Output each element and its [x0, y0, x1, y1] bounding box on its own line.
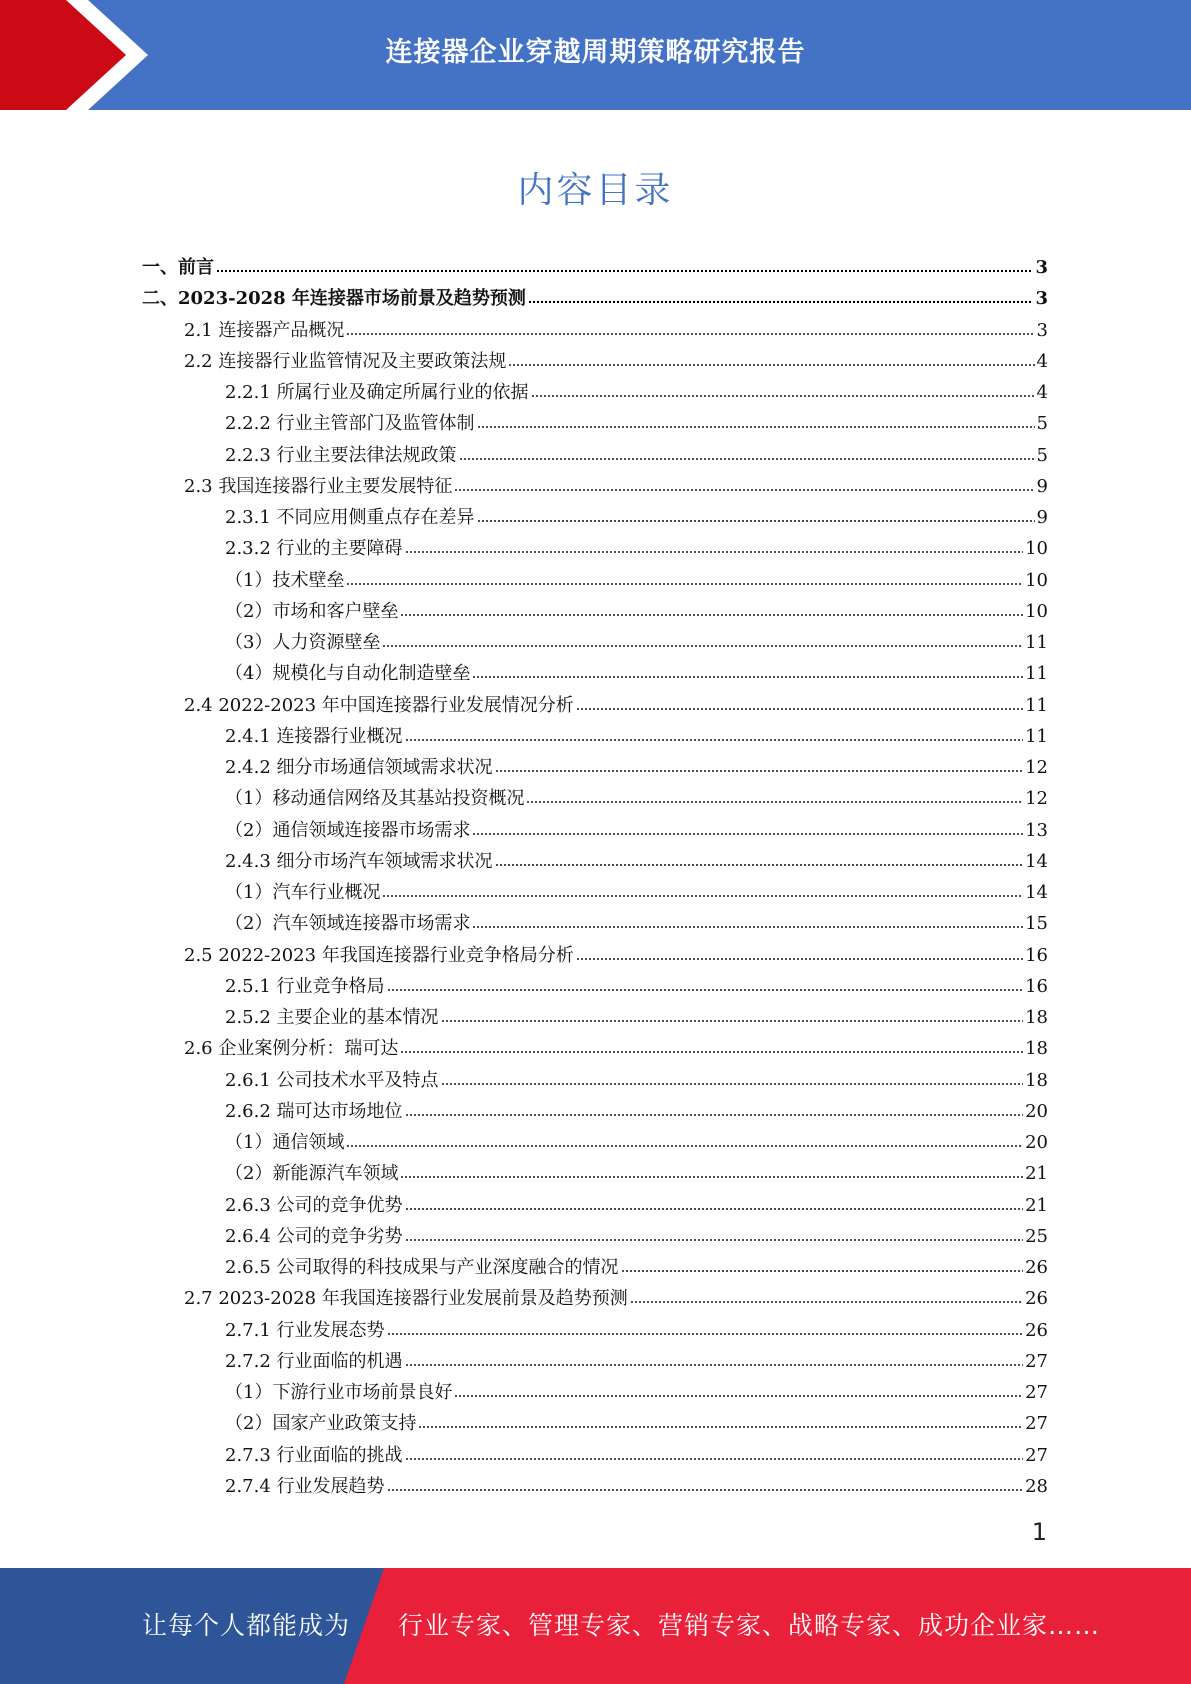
toc-entry-page: 4: [1036, 382, 1048, 403]
toc-dot-leader: [621, 1269, 1024, 1277]
toc-entry-page: 18: [1025, 1007, 1048, 1028]
toc-dot-leader: [576, 707, 1023, 715]
toc-dot-leader: [400, 1050, 1023, 1058]
toc-entry-page: 20: [1025, 1132, 1048, 1153]
page-header: [0, 0, 1191, 110]
toc-entry-label: （1）汽车行业概况: [225, 882, 381, 903]
toc-dot-leader: [528, 300, 1034, 308]
toc-entry-page: 5: [1036, 413, 1048, 435]
toc-entry-label: 二、2023-2028 年连接器市场前景及趋势预测: [142, 288, 526, 310]
toc-entry-label: （1）移动通信网络及其基站投资概况: [225, 788, 525, 810]
toc-entry[interactable]: [225, 815, 1048, 846]
toc-entry-page: 16: [1025, 944, 1048, 966]
toc-entry-label: 2.7.3 行业面临的挑战: [225, 1444, 403, 1466]
toc-entry-page: 3: [1035, 257, 1048, 278]
toc-entry[interactable]: [184, 315, 1048, 346]
toc-dot-leader: [472, 832, 1023, 840]
toc-entry-page: 4: [1036, 350, 1048, 372]
toc-entry-page: 14: [1025, 850, 1048, 872]
toc-entry[interactable]: [225, 1221, 1048, 1252]
toc-entry[interactable]: [225, 1377, 1048, 1408]
toc-entry-page: 5: [1036, 444, 1048, 466]
toc-entry-page: 11: [1025, 694, 1048, 716]
toc-entry-label: 2.4.2 细分市场通信领域需求状况: [225, 757, 493, 778]
toc-entry-label: 2.7.4 行业发展趋势: [225, 1475, 385, 1497]
toc-entry-label: 2.3 我国连接器行业主要发展特征: [184, 475, 453, 497]
page-number: 1: [1031, 1518, 1047, 1546]
toc-dot-leader: [216, 269, 1033, 277]
toc-dot-leader: [472, 675, 1023, 683]
toc-dot-leader: [405, 1207, 1024, 1215]
toc-entry-label: （4）规模化与自动化制造壁垒: [225, 663, 471, 685]
report-title: 连接器企业穿越周期策略研究报告: [385, 37, 806, 68]
toc-entry[interactable]: [225, 783, 1048, 814]
toc-dot-leader: [472, 925, 1023, 933]
toc-dot-leader: [382, 894, 1023, 902]
toc-entry[interactable]: [225, 440, 1048, 471]
toc-entry-label: （3）人力资源壁垒: [225, 632, 381, 653]
toc-dot-leader: [382, 644, 1023, 652]
toc-entry-page: 21: [1025, 1194, 1048, 1216]
toc-entry-page: 3: [1035, 288, 1048, 310]
toc-entry-page: 15: [1025, 913, 1048, 935]
toc-dot-leader: [405, 550, 1024, 558]
toc-entry-page: 3: [1036, 319, 1048, 341]
toc-entry-label: （1）技术壁垒: [225, 569, 345, 591]
toc-entry-label: 2.6.5 公司取得的科技成果与产业深度融合的情况: [225, 1257, 619, 1278]
toc-entry-label: （2）市场和客户壁垒: [225, 600, 399, 622]
toc-entry-page: 18: [1025, 1038, 1048, 1060]
toc-entry-page: 10: [1025, 600, 1048, 622]
toc-entry-label: 2.7.1 行业发展态势: [225, 1319, 385, 1341]
toc-dot-leader: [387, 988, 1024, 996]
toc-entry-page: 9: [1036, 475, 1048, 497]
toc-entry[interactable]: [225, 565, 1048, 596]
toc-entry-label: 2.4.3 细分市场汽车领域需求状况: [225, 850, 493, 872]
toc-entry-page: 9: [1036, 507, 1048, 528]
toc-entry[interactable]: [225, 502, 1048, 533]
toc-entry[interactable]: [184, 346, 1048, 377]
toc-dot-leader: [477, 519, 1035, 527]
toc-dot-leader: [459, 457, 1035, 465]
toc-entry-label: （2）新能源汽车领域: [225, 1163, 399, 1185]
toc-entry-page: 10: [1025, 538, 1048, 560]
toc-entry-label: （2）通信领域连接器市场需求: [225, 819, 471, 841]
toc-entry-page: 25: [1025, 1225, 1048, 1247]
toc-title: 内容目录: [517, 170, 674, 211]
toc-dot-leader: [454, 488, 1034, 496]
toc-entry-label: 2.3.1 不同应用侧重点存在差异: [225, 507, 475, 528]
toc-entry-label: 2.4.1 连接器行业概况: [225, 725, 403, 747]
toc-dot-leader: [400, 613, 1023, 621]
toc-entry[interactable]: [184, 1283, 1048, 1314]
toc-entry[interactable]: [225, 1158, 1048, 1189]
toc-entry-label: 2.2 连接器行业监管情况及主要政策法规: [184, 350, 507, 372]
toc-entry-page: 21: [1025, 1163, 1048, 1185]
toc-entry[interactable]: [225, 1408, 1048, 1439]
toc-dot-leader: [405, 1363, 1024, 1371]
toc-entry-page: 26: [1025, 1288, 1048, 1310]
toc-dot-leader: [630, 1300, 1023, 1308]
toc-entry-page: 16: [1025, 975, 1048, 997]
toc-entry-label: 2.2.2 行业主管部门及监管体制: [225, 413, 475, 435]
toc-entry[interactable]: [225, 627, 1048, 658]
toc-entry-page: 13: [1025, 819, 1048, 841]
toc-dot-leader: [576, 957, 1023, 965]
toc-dot-leader: [495, 769, 1024, 777]
toc-entry[interactable]: [225, 1346, 1048, 1377]
toc-dot-leader: [477, 425, 1035, 433]
toc-entry-page: 12: [1025, 757, 1048, 778]
toc-dot-leader: [495, 863, 1024, 871]
toc-entry-page: 18: [1025, 1069, 1048, 1091]
toc-entry[interactable]: [225, 721, 1048, 752]
toc-dot-leader: [418, 1425, 1023, 1433]
toc-entry-label: 2.1 连接器产品概况: [184, 319, 345, 341]
toc-entry-page: 28: [1025, 1475, 1048, 1497]
toc-entry[interactable]: [225, 658, 1048, 689]
toc-entry[interactable]: [184, 1033, 1048, 1064]
toc-dot-leader: [405, 1457, 1024, 1465]
toc-entry-label: 一、前言: [142, 257, 214, 278]
toc-entry[interactable]: [184, 940, 1048, 971]
toc-entry-label: （2）国家产业政策支持: [225, 1413, 417, 1435]
toc-entry[interactable]: [142, 283, 1048, 314]
toc-dot-leader: [454, 1394, 1023, 1402]
toc-entry-label: 2.2.1 所属行业及确定所属行业的依据: [225, 382, 529, 403]
toc-entry-label: 2.7.2 行业面临的机遇: [225, 1350, 403, 1372]
toc-entry-label: （1）通信领域: [225, 1132, 345, 1153]
toc-entry[interactable]: [225, 533, 1048, 564]
toc-entry[interactable]: [225, 1096, 1048, 1127]
toc-entry[interactable]: [225, 408, 1048, 439]
page-footer: [0, 1568, 1191, 1684]
toc-dot-leader: [531, 394, 1035, 402]
toc-entry-page: 27: [1025, 1350, 1048, 1372]
toc-dot-leader: [400, 1175, 1023, 1183]
toc-dot-leader: [405, 1238, 1024, 1246]
toc-entry[interactable]: [184, 471, 1048, 502]
toc-entry-label: 2.5.2 主要企业的基本情况: [225, 1007, 439, 1028]
toc-entry[interactable]: [225, 1315, 1048, 1346]
toc-dot-leader: [405, 1113, 1024, 1121]
toc-entry-page: 10: [1025, 569, 1048, 591]
toc-entry[interactable]: [225, 1440, 1048, 1471]
toc-entry-label: 2.6.4 公司的竞争劣势: [225, 1225, 403, 1247]
toc-entry-label: 2.6.2 瑞可达市场地位: [225, 1100, 403, 1122]
toc-entry-label: 2.6 企业案例分析：瑞可达: [184, 1038, 399, 1060]
toc-dot-leader: [387, 1332, 1024, 1340]
toc-entry[interactable]: [225, 377, 1048, 408]
footer-slogan-right: 行业专家、管理专家、营销专家、战略专家、成功企业家……: [398, 1611, 1101, 1640]
toc-entry-page: 27: [1025, 1413, 1048, 1435]
toc-entry-page: 20: [1025, 1100, 1048, 1122]
toc-dot-leader: [526, 800, 1023, 808]
toc-entry-page: 27: [1025, 1382, 1048, 1403]
toc-dot-leader: [346, 332, 1034, 340]
toc-entry-label: （1）下游行业市场前景良好: [225, 1382, 453, 1403]
toc-entry[interactable]: [225, 908, 1048, 939]
toc-entry-label: （2）汽车领域连接器市场需求: [225, 913, 471, 935]
toc-dot-leader: [441, 1019, 1024, 1027]
toc-entry-label: 2.2.3 行业主要法律法规政策: [225, 444, 457, 466]
toc-entry[interactable]: [225, 971, 1048, 1002]
toc-entry-label: 2.4 2022-2023 年中国连接器行业发展情况分析: [184, 694, 574, 716]
toc-entry-page: 26: [1025, 1257, 1048, 1278]
toc-entry[interactable]: [225, 877, 1048, 908]
toc-entry[interactable]: [225, 752, 1048, 783]
toc-entry-label: 2.5.1 行业竞争格局: [225, 975, 385, 997]
footer-slogan-left: 让每个人都能成为: [142, 1611, 351, 1640]
toc-entry-page: 11: [1025, 632, 1048, 653]
toc-dot-leader: [346, 582, 1023, 590]
toc-entry-label: 2.7 2023-2028 年我国连接器行业发展前景及趋势预测: [184, 1288, 628, 1310]
toc-entry-page: 14: [1025, 882, 1048, 903]
toc-entry-page: 26: [1025, 1319, 1048, 1341]
toc-entry[interactable]: [225, 1252, 1048, 1283]
toc-entry[interactable]: [225, 596, 1048, 627]
toc-dot-leader: [508, 363, 1034, 371]
toc-entry[interactable]: [142, 252, 1048, 283]
toc-entry-page: 11: [1025, 725, 1048, 747]
toc-entry-label: 2.3.2 行业的主要障碍: [225, 538, 403, 560]
toc-entry[interactable]: [225, 1065, 1048, 1096]
toc-dot-leader: [387, 1488, 1024, 1496]
toc-entry[interactable]: [225, 1471, 1048, 1502]
toc-entry-label: 2.6.1 公司技术水平及特点: [225, 1069, 439, 1091]
toc-entry-label: 2.6.3 公司的竞争优势: [225, 1194, 403, 1216]
toc-entry[interactable]: [225, 1127, 1048, 1158]
toc-entry-label: 2.5 2022-2023 年我国连接器行业竞争格局分析: [184, 944, 574, 966]
toc-entry[interactable]: [225, 846, 1048, 877]
toc-entry[interactable]: [184, 690, 1048, 721]
toc-entry-page: 11: [1025, 663, 1048, 685]
toc-entry[interactable]: [225, 1190, 1048, 1221]
toc-entry[interactable]: [225, 1002, 1048, 1033]
toc-dot-leader: [405, 738, 1024, 746]
toc-dot-leader: [441, 1082, 1024, 1090]
toc-dot-leader: [346, 1144, 1023, 1152]
toc-entry-page: 12: [1025, 788, 1048, 810]
toc-entry-page: 27: [1025, 1444, 1048, 1466]
